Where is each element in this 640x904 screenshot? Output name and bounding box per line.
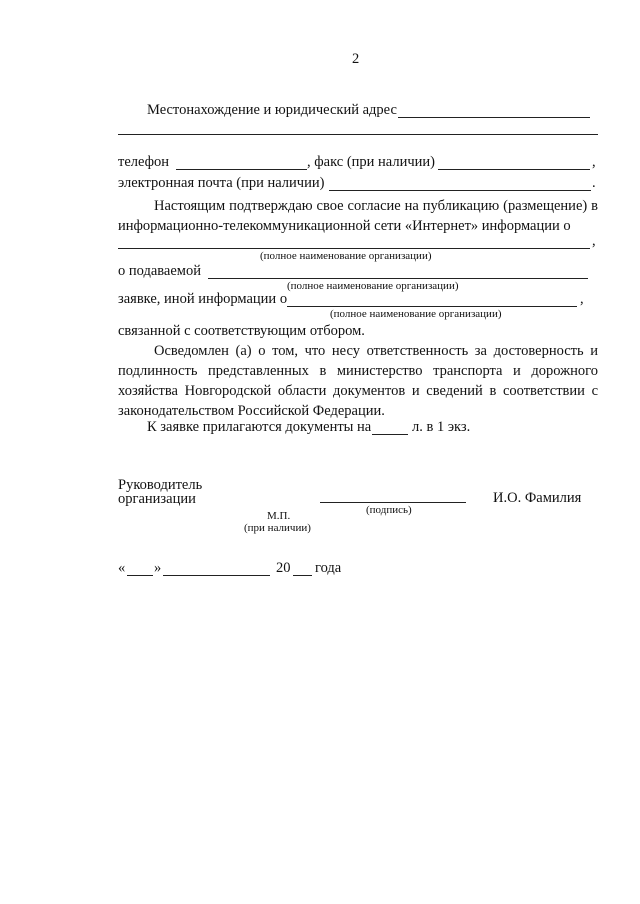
org-name-line-2[interactable] — [208, 278, 588, 279]
phone-label: телефон — [118, 154, 170, 170]
attachments-prefix: К заявке прилагаются документы на — [147, 419, 372, 435]
email-period: . — [592, 175, 596, 191]
email-field-line[interactable] — [329, 190, 591, 191]
attachments-suffix: л. в 1 экз. — [412, 419, 471, 435]
stamp-label: М.П. — [267, 510, 291, 522]
date-open-quote: « — [118, 560, 126, 576]
application-comma: , — [580, 291, 584, 307]
consent-comma: , — [592, 233, 596, 249]
application-label: заявке, иной информации о — [118, 291, 288, 307]
caption-org-1: (полное наименование организации) — [260, 250, 432, 262]
date-day-line[interactable] — [127, 575, 153, 576]
submitted-label: о подаваемой — [118, 263, 201, 279]
org-name-line-1[interactable] — [118, 248, 590, 249]
head-title-line-2: организации — [118, 491, 196, 507]
date-year-line[interactable] — [293, 575, 312, 576]
fax-comma: , — [592, 154, 596, 170]
responsibility-paragraph: Осведомлен (а) о том, что несу ответственность за достоверность и подлинность представленных в министерство транспорта и дорожного хозяйства Новгородской области документов и сведений в соответствии с законодательством Российской Федерации. — [118, 343, 598, 419]
address-field-line[interactable] — [398, 117, 590, 118]
fax-label: , факс (при наличии) — [307, 154, 436, 170]
head-name: И.О. Фамилия — [493, 490, 582, 506]
consent-paragraph: Настоящим подтверждаю свое согласие на публикацию (размещение) в информационно-телекоммуникационной сети «Интернет» информации о — [118, 198, 598, 234]
page-number: 2 — [352, 51, 360, 67]
date-year-prefix: 20 — [276, 560, 291, 576]
email-label: электронная почта (при наличии) — [118, 175, 325, 191]
attachments-pages-line[interactable] — [372, 434, 408, 435]
phone-field-line[interactable] — [176, 169, 307, 170]
head-title-line-1: Руководитель — [118, 477, 203, 493]
address-label: Местонахождение и юридический адрес — [147, 102, 397, 118]
signature-line[interactable] — [320, 502, 466, 503]
caption-org-3: (полное наименование организации) — [330, 308, 502, 320]
related-text: связанной с соответствующим отбором. — [118, 323, 365, 339]
caption-org-2: (полное наименование организации) — [287, 280, 459, 292]
date-month-line[interactable] — [163, 575, 270, 576]
fax-field-line[interactable] — [438, 169, 590, 170]
org-name-line-3[interactable] — [287, 306, 577, 307]
date-close-quote: » — [154, 560, 162, 576]
stamp-note: (при наличии) — [244, 522, 311, 534]
date-year-suffix: года — [315, 560, 342, 576]
signature-caption: (подпись) — [366, 504, 412, 516]
address-field-line-2[interactable] — [118, 134, 598, 135]
